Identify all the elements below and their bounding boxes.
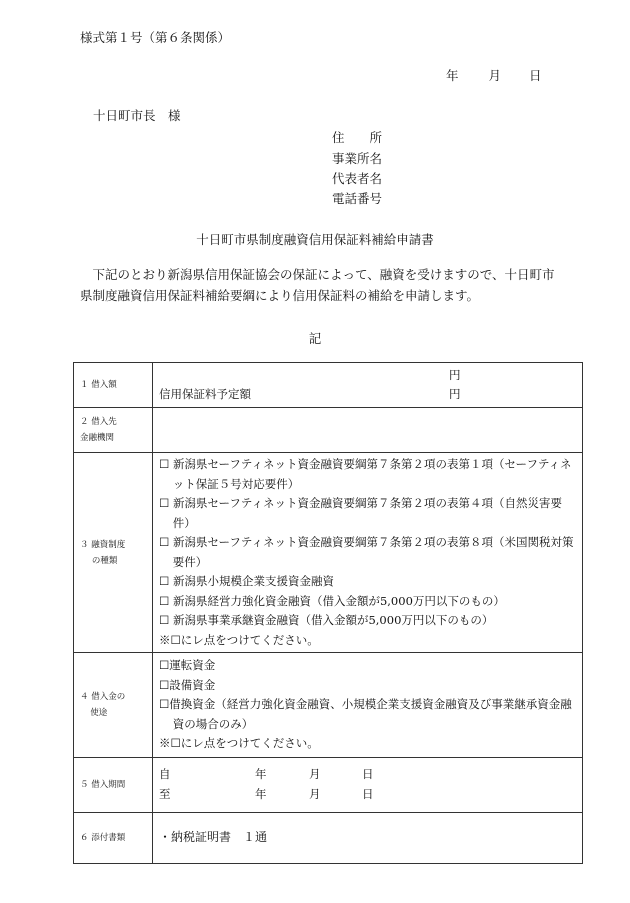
loan-type-note: ※☐にレ点をつけてください。	[159, 632, 319, 647]
period-row	[74, 758, 583, 813]
loan-amount-cell[interactable]	[153, 363, 583, 408]
loan-amount-yen: 円	[449, 368, 461, 382]
loan-type-option[interactable]: ☐ 新潟県セーフティネット資金融資要綱第７条第２項の表第１項（セーフティネット保証５号対応要件）	[159, 457, 572, 491]
loan-type-label	[74, 453, 153, 653]
use-label	[74, 653, 153, 758]
use-label-line-1: ４ 借入金の	[80, 692, 126, 702]
period-from-day: 日	[362, 767, 374, 781]
period-from-line	[159, 765, 576, 785]
period-to-month: 月	[309, 787, 321, 801]
period-to-line	[159, 785, 576, 805]
use-note: ※☐にレ点をつけてください。	[159, 736, 319, 751]
date-line	[446, 66, 542, 84]
bank-label-line-2: 金融機関	[80, 433, 115, 443]
use-option[interactable]: ☐借換資金（経営力強化資金融資、小規模企業支援資金融資及び事業継承資金融資の場合のみ）	[159, 697, 572, 731]
attachments-item: ・納税証明書 １通	[153, 813, 583, 864]
applicant-representative-label: 代表者名	[332, 171, 383, 186]
use-label-line-2: 使途	[90, 708, 108, 718]
ki-heading: 記	[308, 331, 322, 346]
period-from-year: 年	[255, 767, 267, 781]
loan-type-label-line-2: の種類	[91, 555, 118, 566]
use-option[interactable]: ☐設備資金	[159, 677, 216, 692]
guarantee-fee-label: 信用保証料予定額	[159, 387, 251, 401]
loan-amount-row	[74, 363, 583, 408]
loan-amount-label: １ 借入額	[74, 363, 153, 408]
form-number: 様式第１号（第６条関係）	[80, 30, 231, 45]
loan-type-option[interactable]: ☐ 新潟県事業承継資金融資（借入金額が5,000万円以下のもの）	[159, 613, 494, 627]
applicant-phone-label: 電話番号	[332, 191, 383, 206]
date-month: 月	[488, 68, 502, 83]
loan-type-option[interactable]: ☐ 新潟県小規模企業支援資金融資	[159, 574, 334, 588]
loan-type-option[interactable]: ☐ 新潟県セーフティネット資金融資要綱第７条第２項の表第４項（自然災害要件）	[159, 496, 563, 530]
date-day: 日	[529, 68, 542, 83]
period-from: 自	[159, 767, 171, 781]
applicant-office-label: 事業所名	[332, 151, 383, 166]
use-cell	[153, 653, 583, 758]
use-row	[74, 653, 583, 758]
guarantee-fee-yen: 円	[449, 387, 461, 401]
loan-type-label-line-1: ３ 融資制度	[80, 539, 126, 550]
period-to-year: 年	[255, 787, 267, 801]
applicant-address-label: 住 所	[332, 130, 383, 145]
period-cell[interactable]	[153, 758, 583, 813]
loan-type-cell	[153, 453, 583, 653]
bank-cell[interactable]	[153, 408, 583, 453]
bank-label	[74, 408, 153, 453]
attachments-row	[74, 813, 583, 864]
period-to: 至	[159, 787, 171, 801]
application-table	[73, 362, 583, 864]
bank-label-line-1: ２ 借入先	[80, 417, 117, 427]
document-title: 十日町市県制度融資信用保証料補給申請書	[196, 232, 434, 247]
addressee: 十日町市長 様	[93, 108, 181, 123]
period-to-day: 日	[362, 787, 374, 801]
loan-type-row	[74, 453, 583, 653]
loan-type-option[interactable]: ☐ 新潟県経営力強化資金融資（借入金額が5,000万円以下のもの）	[159, 593, 505, 608]
use-option[interactable]: ☐運転資金	[159, 658, 216, 673]
date-year: 年	[446, 68, 459, 83]
loan-type-option[interactable]: ☐ 新潟県セーフティネット資金融資要綱第７条第２項の表第８項（米国関税対策要件）	[159, 535, 574, 569]
period-from-month: 月	[309, 767, 321, 781]
period-label: ５ 借入期間	[74, 758, 153, 813]
body-text: 下記のとおり新潟県信用保証協会の保証によって、融資を受けますので、十日町市県制度融資信用保証料補給要綱により信用保証料の補給を申請します。	[80, 267, 555, 303]
attachments-label: ６ 添付書類	[74, 813, 153, 864]
bank-row	[74, 408, 583, 453]
